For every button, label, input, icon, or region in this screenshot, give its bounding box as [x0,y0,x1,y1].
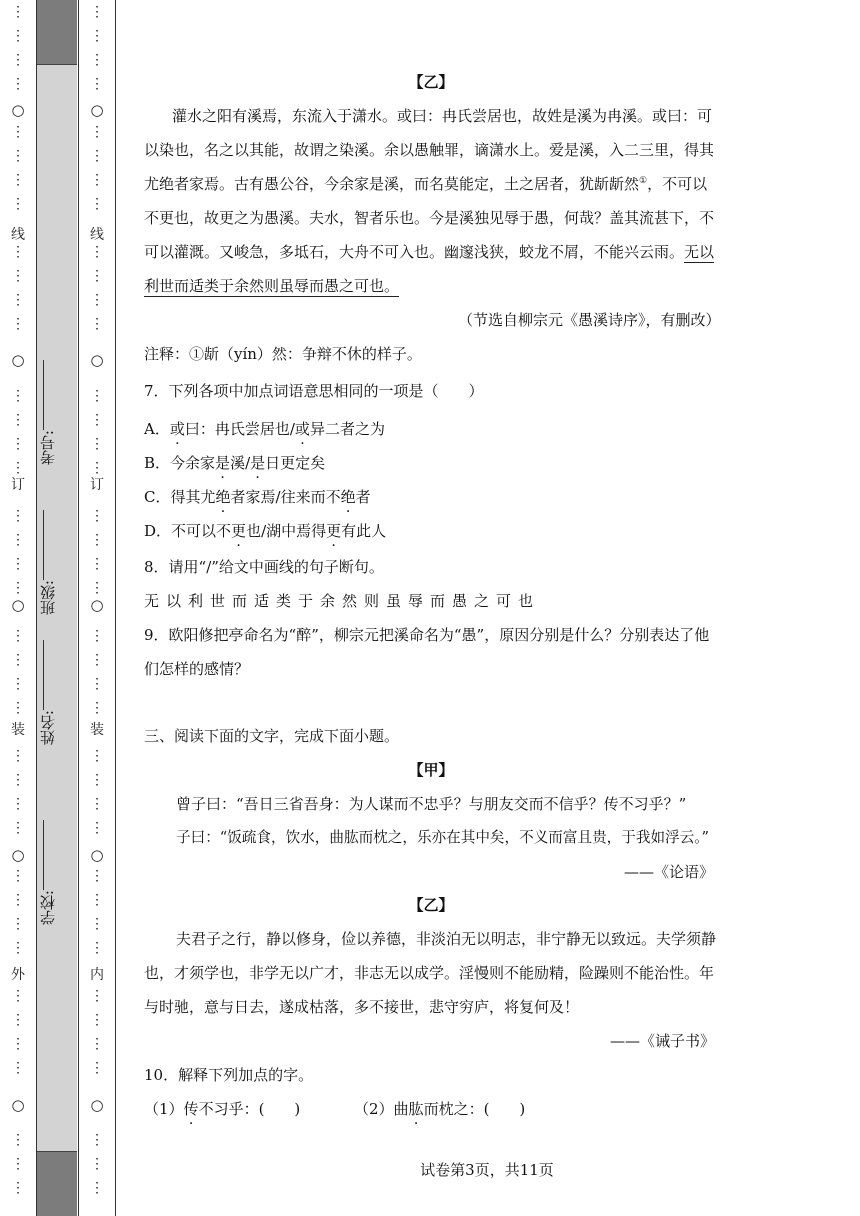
passage-yi-line: 尤绝者家焉。古有愚公谷，今余家是溪，而名莫能定，土之居者，犹龂龂然①，不可以 [144,175,708,193]
binding-dots: ⋮ [11,1132,25,1148]
binding-dots: ⋮ [11,148,25,164]
binding-dots: ⋮ [11,700,25,716]
binding-dots: ⋮ [90,148,104,164]
option-label: A． [144,420,170,438]
binding-dots: ⋮ [11,28,25,44]
binding-margin-char: 内 [90,967,104,983]
option-label: B． [144,454,171,472]
binding-dots: ⋮ [11,916,25,932]
binding-dots: ⋮ [90,772,104,788]
name-field: 姓名: [37,640,77,745]
option-text: 得其尤 [170,488,216,506]
option-label: D． [144,522,172,540]
passage-yi2-line: 与时驰，意与日去，遂成枯落，多不接世，悲守穷庐，将复何及！ [144,998,580,1016]
binding-dots: ⋮ [90,316,104,332]
section-3-heading: 三、阅读下面的文字，完成下面小题。 [144,727,400,745]
option-text: 日更定矣 [265,454,326,472]
binding-dots: ⋮ [90,820,104,836]
binding-dots: ⋮ [11,1036,25,1052]
binding-dots: ⋮ [11,652,25,668]
binding-dots: ⋮ [90,244,104,260]
dotted-char: 肱 [408,1100,424,1118]
option-text: 也/湖中焉得 [246,522,327,540]
binding-ring-mark: ○ [11,846,25,864]
binding-dots: ⋮ [11,772,25,788]
binding-dots: ⋮ [11,1156,25,1172]
binding-dots: ⋮ [90,652,104,668]
binding-dots: ⋮ [90,508,104,524]
binding-dots: ⋮ [11,292,25,308]
binding-dots: ⋮ [90,940,104,956]
binding-dots: ⋮ [11,892,25,908]
binding-margin-char: 订 [11,477,25,493]
binding-dots: ⋮ [90,700,104,716]
binding-margin-char: 外 [11,967,25,983]
passage-yi-line: 以染也，名之以其能，故谓之染溪。余以愚触罪，谪潇水上。爱是溪，入二三里，得其 [144,141,715,159]
binding-dots: ⋮ [11,244,25,260]
binding-margin-char: 装 [90,722,104,738]
dotted-char: 绝 [340,488,356,506]
binding-margin-char: 线 [11,227,25,243]
page-footer: 试卷第3页，共11页 [420,1161,554,1179]
binding-dots: ⋮ [11,748,25,764]
binding-dots: ⋮ [11,628,25,644]
option-text: 不可以不 [171,522,232,540]
binding-dots: ⋮ [90,988,104,1004]
dotted-char: 传 [183,1100,199,1118]
binding-dots: ⋮ [11,436,25,452]
binding-dots: ⋮ [90,532,104,548]
question-8-sentence: 无以利世而适类于余然则虽辱而愚之可也 [144,592,541,610]
binding-dots: ⋮ [90,76,104,92]
option-text: 有此人 [341,522,387,540]
binding-margin-char: 线 [90,227,104,243]
binding-dots: ⋮ [11,172,25,188]
question-7-option [144,521,386,541]
binding-dots: ⋮ [90,892,104,908]
binding-ring-mark: ○ [11,101,25,119]
binding-dots: ⋮ [11,1180,25,1196]
dotted-char: 或 [169,420,185,438]
exam-number-field: 考号: [37,360,77,465]
binding-ring-mark: ○ [90,101,104,119]
passage-yi-title: 【乙】 [408,73,454,91]
student-info-band [37,0,77,1216]
question-7-option [144,487,371,507]
binding-margin-char: 订 [90,477,104,493]
option-text: 者家焉/往来而不 [230,488,341,506]
band-dark-bottom [37,1152,77,1216]
binding-ring-mark: ○ [90,846,104,864]
binding-dots: ⋮ [90,124,104,140]
underlined-sentence: 无以 [684,243,715,261]
binding-dots: ⋮ [11,316,25,332]
question-8-stem: 8．请用“/”给文中画线的句子断句。 [144,558,384,576]
binding-ring-mark: ○ [90,596,104,614]
binding-dots: ⋮ [90,28,104,44]
passage-yi-line: 可以灌溉。又峻急，多坻石，大舟不可入也。幽邃浅狭，蛟龙不屑，不能兴云雨。无以 [144,243,715,261]
binding-dots: ⋮ [11,532,25,548]
binding-dots: ⋮ [90,868,104,884]
binding-margin-inner [78,0,116,1216]
binding-dots: ⋮ [90,1012,104,1028]
passage-yi-note: 注释：①龂（yín）然：争辩不休的样子。 [144,345,422,363]
binding-dots: ⋮ [90,172,104,188]
passage-yi-line: 不更也，故更之为愚溪。夫水，智者乐也。今是溪独见辱于愚，何哉？盖其流甚下，不 [144,209,715,227]
binding-dots: ⋮ [90,580,104,596]
question-10-item-1: （1）传不习乎：( ) [144,1100,301,1118]
binding-dots: ⋮ [90,748,104,764]
binding-dots: ⋮ [11,412,25,428]
passage-yi2-line: 也，才须学也，非学无以广才，非志无以成学。淫慢则不能励精，险躁则不能治性。年 [144,964,715,982]
binding-ring-mark: ○ [90,1096,104,1114]
binding-dots: ⋮ [90,628,104,644]
question-9-line: 们怎样的感情？ [144,660,250,678]
binding-dots: ⋮ [11,580,25,596]
band-separator [37,64,77,65]
binding-dots: ⋮ [90,196,104,212]
question-10-item-2: （2）曲肱而枕之：( ) [354,1100,526,1118]
binding-dots: ⋮ [90,1036,104,1052]
dotted-char: 更 [326,522,342,540]
passage-jia-line: 曾子曰：“吾日三省吾身：为人谋而不忠乎？与朋友交而不信乎？传不习乎？” [176,795,687,813]
binding-dots: ⋮ [90,268,104,284]
binding-dots: ⋮ [90,676,104,692]
binding-dots: ⋮ [90,1060,104,1076]
question-7-option [144,419,385,439]
question-7-stem: 7．下列各项中加点词语意思相同的一项是（ ） [144,382,484,400]
binding-dots: ⋮ [11,676,25,692]
binding-dots: ⋮ [90,916,104,932]
option-text: 曰：冉氏尝居也/ [184,420,295,438]
binding-dots: ⋮ [90,4,104,20]
school-field: 学校: [37,820,77,925]
binding-dots: ⋮ [90,1180,104,1196]
binding-dots: ⋮ [90,388,104,404]
binding-ring-mark: ○ [11,351,25,369]
binding-ring-mark: ○ [90,351,104,369]
passage-jia-line: 子曰：“饭疏食，饮水，曲肱而枕之，乐亦在其中矣，不义而富且贵，于我如浮云。” [176,829,709,846]
binding-dots: ⋮ [11,388,25,404]
binding-dots: ⋮ [90,796,104,812]
option-label: C． [144,488,171,506]
binding-dots: ⋮ [11,1012,25,1028]
dotted-char: 更 [231,522,247,540]
passage-yi2-source: ——《诫子书》 [610,1032,716,1050]
passage-jia-title: 【甲】 [408,761,454,779]
binding-dots: ⋮ [11,556,25,572]
binding-margin-char: 装 [11,722,25,738]
passage-yi-source: （节选自柳宗元《愚溪诗序》，有删改） [458,311,721,329]
binding-dots: ⋮ [11,268,25,284]
question-7-option [144,453,325,473]
binding-dots: ⋮ [11,124,25,140]
option-text: 今余家 [170,454,216,472]
passage-yi2-line: 夫君子之行，静以修身，俭以养德，非淡泊无以明志，非宁静无以致远。夫学须静 [176,930,717,948]
binding-dots: ⋮ [11,940,25,956]
binding-dots: ⋮ [90,1132,104,1148]
binding-dots: ⋮ [11,460,25,476]
binding-dots: ⋮ [11,196,25,212]
passage-yi-line: 灌水之阳有溪焉，东流入于潇水。或曰：冉氏尝居也，故姓是溪为冉溪。或曰：可 [172,107,713,125]
passage-yi-line [144,276,399,296]
binding-dots: ⋮ [90,1156,104,1172]
binding-dots: ⋮ [11,820,25,836]
binding-ring-mark: ○ [11,596,25,614]
binding-dots: ⋮ [11,4,25,20]
binding-ring-mark: ○ [11,1096,25,1114]
binding-dots: ⋮ [11,52,25,68]
passage-yi2-title: 【乙】 [408,896,454,914]
class-field: 班级: [37,510,77,615]
binding-dots: ⋮ [90,556,104,572]
dotted-char: 是 [250,454,266,472]
option-text: 溪/ [230,454,251,472]
passage-jia-source: ——《论语》 [624,863,715,881]
binding-dots: ⋮ [11,1060,25,1076]
question-10-stem: 10．解释下列加点的字。 [144,1066,314,1084]
binding-dots: ⋮ [11,508,25,524]
band-dark-top [37,0,77,64]
binding-dots: ⋮ [90,52,104,68]
binding-dots: ⋮ [90,292,104,308]
underlined-sentence: 利世而适类于余然则虽辱而愚之可也。 [144,277,400,295]
binding-dots: ⋮ [11,988,25,1004]
dotted-char: 绝 [215,488,231,506]
binding-dots: ⋮ [90,460,104,476]
option-text: 异二者之为 [309,420,385,438]
binding-dots: ⋮ [11,76,25,92]
binding-dots: ⋮ [11,868,25,884]
binding-margin-outer [0,0,37,1216]
footnote-marker: ① [639,176,648,186]
binding-dots: ⋮ [90,436,104,452]
dotted-char: 或 [294,420,310,438]
dotted-char: 是 [215,454,231,472]
binding-dots: ⋮ [90,412,104,428]
question-9-line: 9．欧阳修把亭命名为“醉”，柳宗元把溪命名为“愚”，原因分别是什么？分别表达了他 [144,626,710,644]
binding-dots: ⋮ [11,796,25,812]
option-text: 者 [355,488,371,506]
